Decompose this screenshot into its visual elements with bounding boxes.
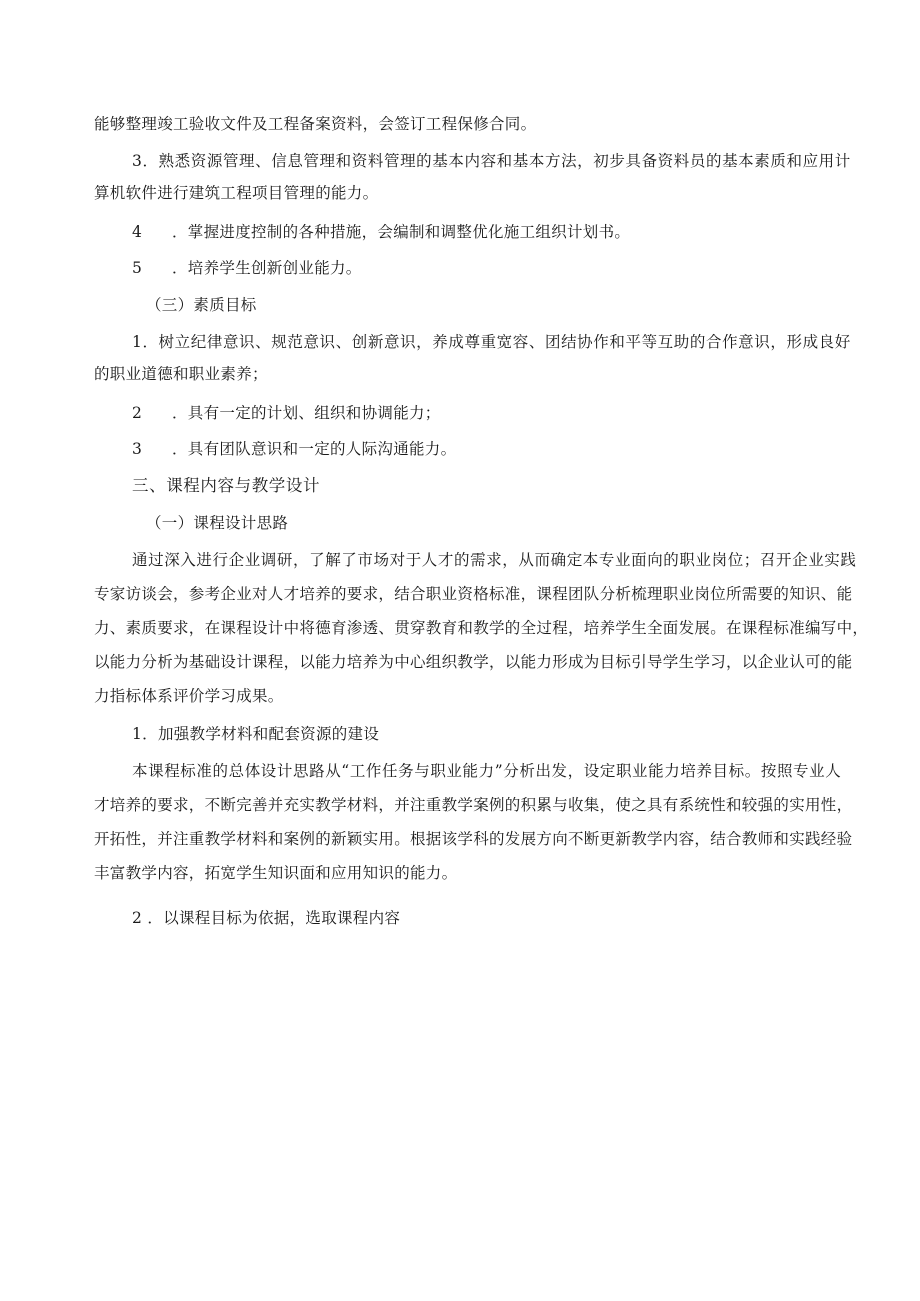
subsection-heading: （一）课程设计思路 bbox=[146, 514, 289, 532]
list-item-4 bbox=[132, 222, 872, 242]
paragraph-line: 才培养的要求，不断完善并充实教学材料，并注重教学案例的积累与收集，使之具有系统性和较强的实用性， bbox=[94, 796, 853, 814]
list-text: ．具有一定的计划、组织和协调能力； bbox=[172, 404, 441, 422]
text-line: 的职业道德和职业素养； bbox=[94, 365, 268, 383]
list-text: ．培养学生创新创业能力。 bbox=[172, 259, 362, 277]
paragraph-line: 本课程标准的总体设计思路从“工作任务与职业能力”分析出发，设定职业能力培养目标。按照专业人 bbox=[132, 762, 842, 780]
text-line: 算机软件进行建筑工程项目管理的能力。 bbox=[94, 184, 379, 202]
paragraph-line: 丰富教学内容，拓宽学生知识面和应用知识的能力。 bbox=[94, 864, 458, 882]
list-item-1: 1．加强教学材料和配套资源的建设 bbox=[132, 725, 380, 743]
paragraph-line: 力、素质要求，在课程设计中将德育渗透、贯穿教育和教学的全过程，培养学生全面发展。在课程标准编写中， bbox=[94, 619, 869, 637]
subsection-heading: （三）素质目标 bbox=[146, 296, 257, 314]
list-item-2 bbox=[132, 403, 872, 423]
list-item-3: 3．熟悉资源管理、信息管理和资料管理的基本内容和基本方法，初步具备资料员的基本素质和应用计 bbox=[132, 152, 851, 170]
paragraph-line: 专家访谈会，参考企业对人才培养的要求，结合职业资格标准，课程团队分析梳理职业岗位所需要的知识、能 bbox=[94, 585, 853, 603]
paragraph-line: 以能力分析为基础设计课程，以能力培养为中心组织教学，以能力形成为目标引导学生学习，以企业认可的能 bbox=[94, 653, 853, 671]
list-item-1: 1．树立纪律意识、规范意识、创新意识，养成尊重宽容、团结协作和平等互助的合作意识，形成良好 bbox=[132, 333, 851, 351]
section-heading: 三、课程内容与教学设计 bbox=[132, 476, 321, 495]
list-text: ．具有团队意识和一定的人际沟通能力。 bbox=[172, 440, 457, 458]
list-number: 4 bbox=[132, 223, 143, 241]
list-number: 5 bbox=[132, 259, 143, 277]
list-number: 2 bbox=[132, 404, 143, 422]
paragraph-line: 通过深入进行企业调研，了解了市场对于人才的需求，从而确定本专业面向的职业岗位；召开企业实践 bbox=[132, 551, 857, 569]
list-item-2: 2 ．以课程目标为依据，选取课程内容 bbox=[132, 909, 401, 927]
list-text: ．掌握进度控制的各种措施，会编制和调整优化施工组织计划书。 bbox=[172, 223, 631, 241]
list-number: 3 bbox=[132, 440, 143, 458]
paragraph-line: 开拓性，并注重教学材料和案例的新颖实用。根据该学科的发展方向不断更新教学内容，结合教师和实践经验 bbox=[94, 830, 853, 848]
text-line: 能够整理竣工验收文件及工程备案资料，会签订工程保修合同。 bbox=[94, 115, 537, 133]
paragraph-line: 力指标体系评价学习成果。 bbox=[94, 687, 284, 705]
list-item-5 bbox=[132, 258, 872, 278]
list-item-3 bbox=[132, 439, 872, 459]
